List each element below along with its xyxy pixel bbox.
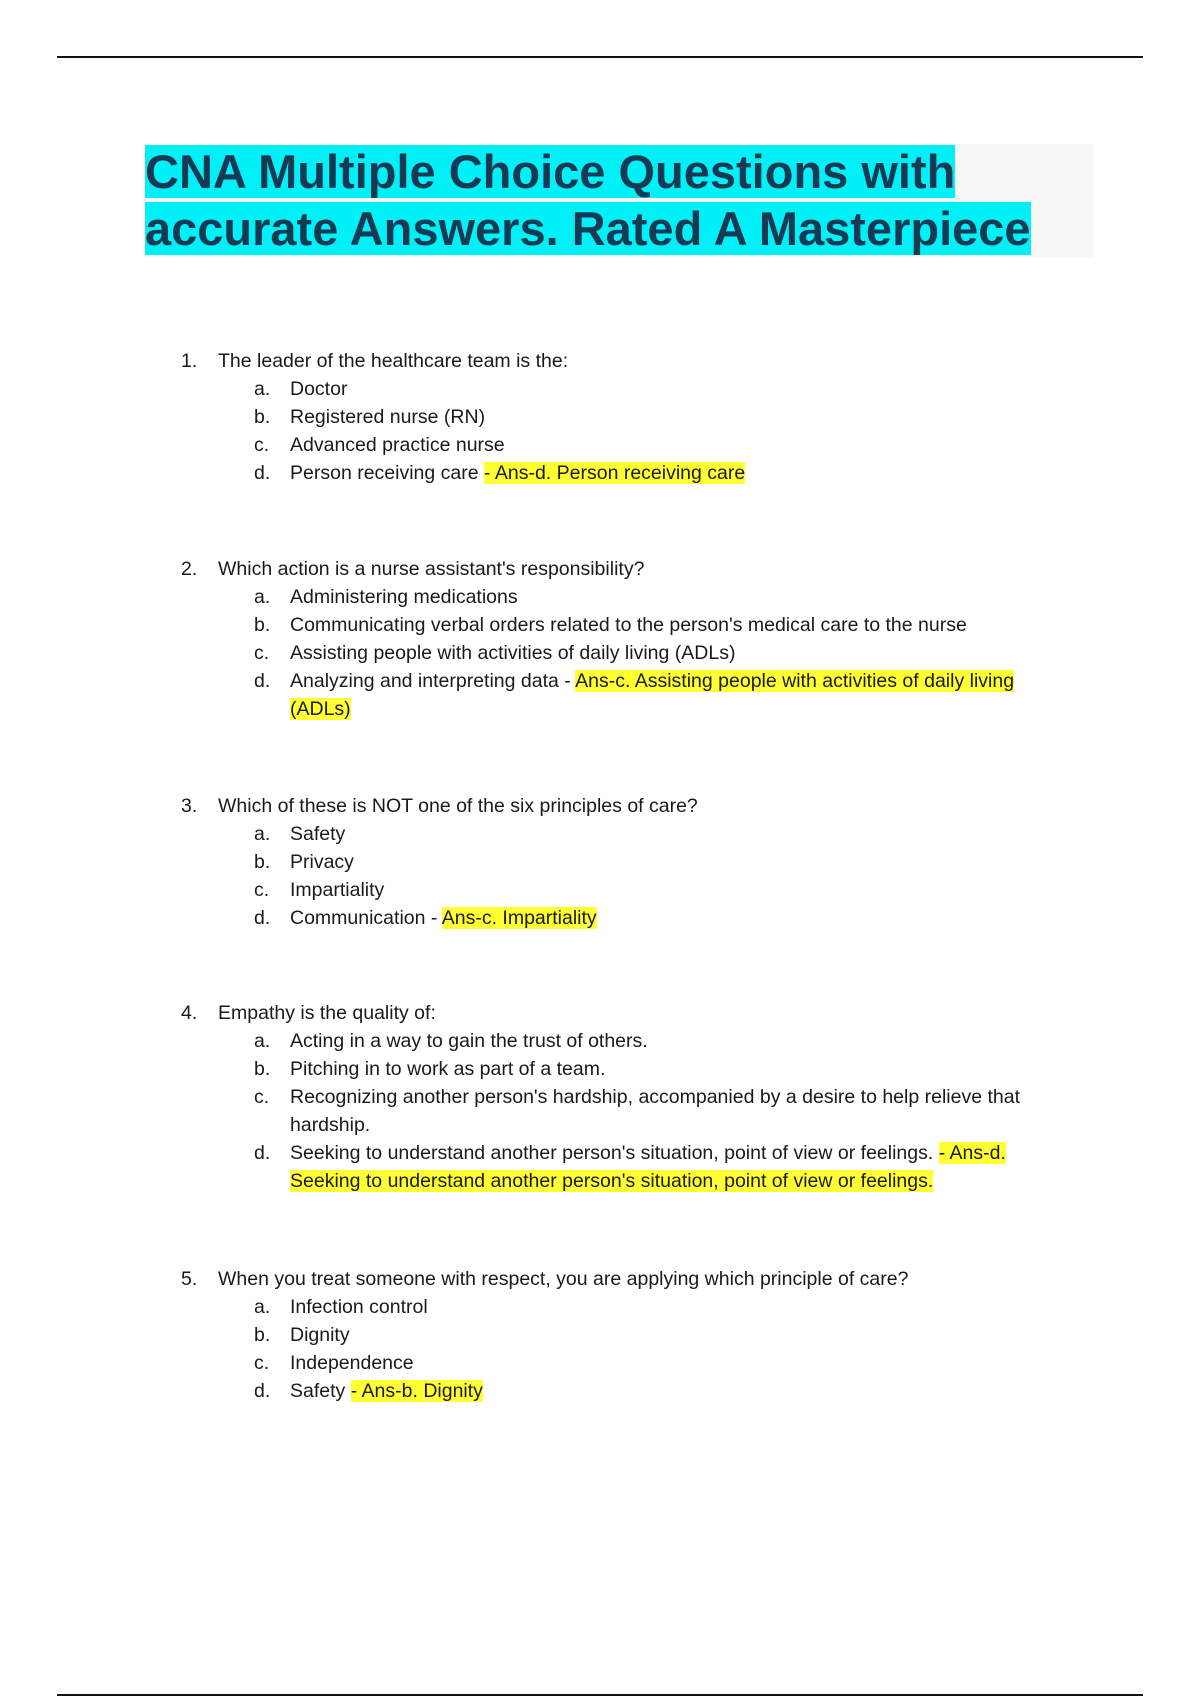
option-text: Doctor	[290, 378, 348, 400]
option-letter: b.	[254, 851, 271, 873]
question-number: 3.	[181, 795, 198, 817]
option-a	[0, 375, 1200, 403]
option-text: Registered nurse (RN)	[290, 406, 486, 428]
option-text: Acting in a way to gain the trust of others.	[290, 1030, 648, 1052]
question-number: 1.	[181, 350, 198, 372]
option-text: Recognizing another person's hardship, accompanied by a desire to help relieve that hardship.	[290, 1086, 1021, 1136]
question-3	[0, 792, 1200, 932]
document-title: CNA Multiple Choice Questions with accurate Answers. Rated A Masterpiece	[145, 145, 1031, 255]
option-c	[0, 876, 1200, 904]
option-text: Communicating verbal orders related to the person's medical care to the nurse	[290, 614, 967, 636]
answer-highlight: - Ans-d. Person receiving care	[484, 462, 746, 484]
option-b	[0, 611, 1200, 639]
question-number: 5.	[181, 1268, 198, 1290]
question-text: When you treat someone with respect, you are applying which principle of care?	[218, 1268, 909, 1290]
option-c	[0, 431, 1200, 459]
question-text: Empathy is the quality of:	[218, 1002, 436, 1024]
option-a	[0, 1293, 1200, 1321]
question-text: Which of these is NOT one of the six principles of care?	[218, 795, 698, 817]
option-letter: d.	[254, 670, 271, 692]
question-number: 2.	[181, 558, 198, 580]
option-d	[0, 1377, 1200, 1405]
option-text: Seeking to understand another person's situation, point of view or feelings.	[290, 1142, 939, 1164]
option-letter: a.	[254, 823, 271, 845]
bottom-divider	[57, 1694, 1143, 1696]
question-5	[0, 1265, 1200, 1405]
option-letter: c.	[254, 642, 270, 664]
option-letter: a.	[254, 1030, 271, 1052]
option-d	[0, 459, 1200, 487]
question-4	[0, 999, 1200, 1195]
option-letter: b.	[254, 406, 271, 428]
question-number: 4.	[181, 1002, 198, 1024]
answer-highlight: Ans-c. Assisting people with activities of daily living (ADLs)	[290, 670, 1015, 720]
option-letter: c.	[254, 1352, 270, 1374]
option-d	[0, 1139, 1200, 1195]
option-text: Safety	[290, 1380, 351, 1402]
option-text: Communication -	[290, 907, 442, 929]
option-text: Impartiality	[290, 879, 385, 901]
option-a	[0, 583, 1200, 611]
question-text: Which action is a nurse assistant's responsibility?	[218, 558, 645, 580]
option-text: Privacy	[290, 851, 354, 873]
option-text: Pitching in to work as part of a team.	[290, 1058, 606, 1080]
option-text: Assisting people with activities of daily living (ADLs)	[290, 642, 736, 664]
option-d	[0, 904, 1200, 932]
option-a	[0, 1027, 1200, 1055]
option-letter: a.	[254, 1296, 271, 1318]
option-letter: a.	[254, 586, 271, 608]
option-c	[0, 1349, 1200, 1377]
option-a	[0, 820, 1200, 848]
option-letter: d.	[254, 1142, 271, 1164]
option-text: Analyzing and interpreting data -	[290, 670, 576, 692]
option-letter: c.	[254, 879, 270, 901]
option-text: Independence	[290, 1352, 414, 1374]
option-d	[0, 667, 1200, 723]
question-1	[0, 347, 1200, 487]
option-letter: c.	[254, 434, 270, 456]
option-c	[0, 639, 1200, 667]
question-text: The leader of the healthcare team is the:	[218, 350, 569, 372]
option-letter: b.	[254, 1058, 271, 1080]
option-letter: c.	[254, 1086, 270, 1108]
option-letter: d.	[254, 907, 271, 929]
option-b	[0, 848, 1200, 876]
option-b	[0, 1321, 1200, 1349]
option-letter: b.	[254, 1324, 271, 1346]
option-text: Administering medications	[290, 586, 518, 608]
option-b	[0, 403, 1200, 431]
option-text: Person receiving care	[290, 462, 485, 484]
option-letter: a.	[254, 378, 271, 400]
option-text: Safety	[290, 823, 346, 845]
question-2	[0, 555, 1200, 723]
answer-highlight: - Ans-d. Seeking to understand another person's situation, point of view or feelings.	[290, 1142, 1006, 1192]
option-text: Advanced practice nurse	[290, 434, 505, 456]
option-b	[0, 1055, 1200, 1083]
option-c	[0, 1083, 1200, 1139]
option-letter: b.	[254, 614, 271, 636]
option-text: Infection control	[290, 1296, 428, 1318]
answer-highlight: Ans-c. Impartiality	[441, 907, 597, 929]
option-letter: d.	[254, 462, 271, 484]
option-text: Dignity	[290, 1324, 350, 1346]
answer-highlight: - Ans-b. Dignity	[350, 1380, 483, 1402]
option-letter: d.	[254, 1380, 271, 1402]
